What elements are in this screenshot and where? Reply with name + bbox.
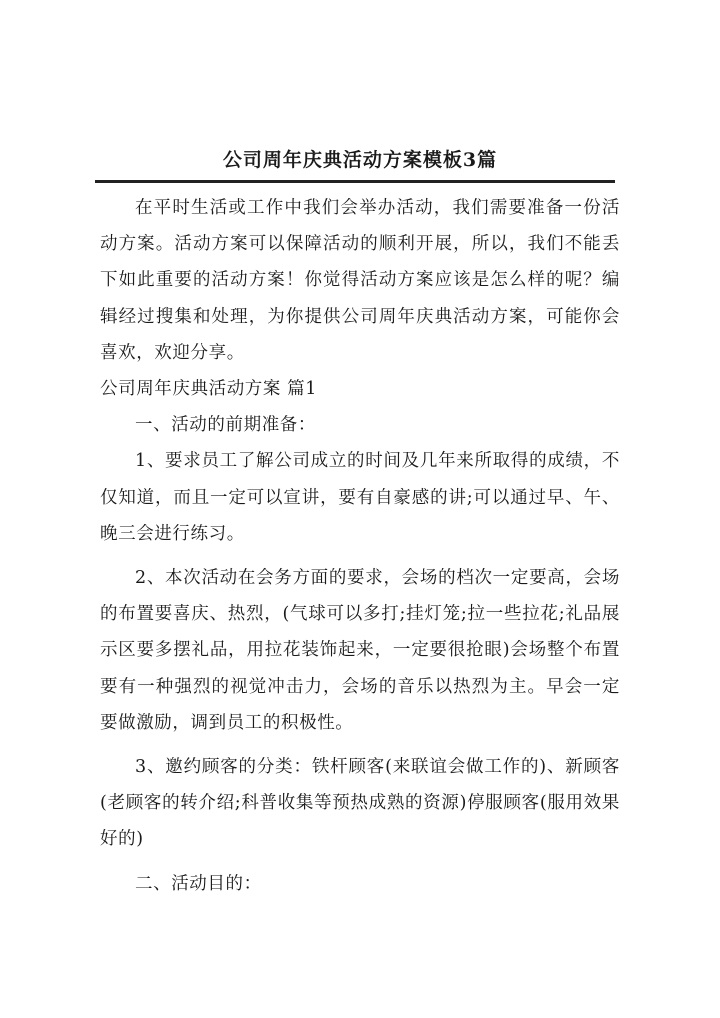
spacer bbox=[100, 741, 620, 749]
item-1-heading: 一、活动的前期准备： bbox=[135, 415, 316, 436]
item-1-3-paragraph: 3、邀约顾客的分类：铁杆顾客(来联谊会做工作的)、新顾客(老顾客的转介绍;科普收集等预热成熟的资源)停服顾客(服用效果好的) bbox=[100, 757, 620, 850]
intro-paragraph: 在平时生活或工作中我们会举办活动，我们需要准备一份活动方案。活动方案可以保障活动的顺利开展，所以，我们不能丢下如此重要的活动方案！你觉得活动方案应该是怎么样的呢？编辑经过搜集和处理，为你提供公司周年庆典活动方案，可能你会喜欢，欢迎分享。 bbox=[100, 198, 620, 363]
title-divider bbox=[95, 180, 615, 183]
document-body bbox=[100, 190, 620, 902]
spacer bbox=[100, 552, 620, 560]
section-heading: 公司周年庆典活动方案 篇1 bbox=[100, 379, 317, 400]
item-1-1-paragraph: 1、要求员工了解公司成立的时间及几年来所取得的成绩，不仅知道，而且一定可以宣讲，要有自豪感的讲;可以通过早、午、晚三会进行练习。 bbox=[100, 451, 620, 544]
item-2-heading: 二、活动目的： bbox=[135, 873, 262, 894]
item-1-2-paragraph: 2、本次活动在会务方面的要求，会场的档次一定要高，会场的布置要喜庆、热烈，(气球可以多打;挂灯笼;拉一些拉花;礼品展示区要多摆礼品，用拉花装饰起来，一定要很抢眼)会场整个布置要有一种强烈的视觉冲击力，会场的音乐以热烈为主。早会一定要做激励，调到员工的积极性。 bbox=[100, 568, 620, 733]
spacer bbox=[100, 858, 620, 866]
page-title: 公司周年庆典活动方案模板3篇 bbox=[222, 149, 498, 171]
